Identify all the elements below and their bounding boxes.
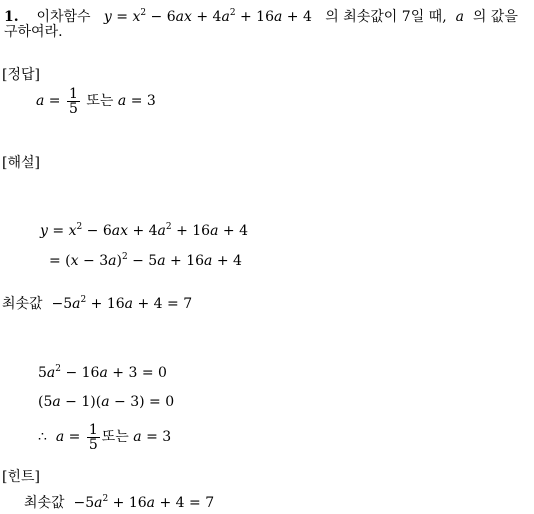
answer-or: 또는 [86,93,114,109]
hint-min-label: 최솟값 [24,495,65,511]
hint-content: 최솟값 $-5a^2 + 16a + 4 = 7$ [24,494,215,511]
hint-heading: [힌트] [2,469,40,485]
solution-math-4: (5a − 1)(a − 3) = 0 [38,394,175,410]
answer-content: a = $\frac{1}{5}$ 또는 a = 3 [36,85,156,117]
conclusion-fraction [87,423,100,452]
solution-min-label: 최솟값 [2,296,43,312]
conclusion-frac-num: 1 [88,421,98,438]
conclusion-or: 또는 [101,429,129,445]
problem-text-post: 의 최솟값이 7일 때, [325,9,447,25]
problem-text-end: 의 값을 [472,9,518,25]
solution-min-line: 최솟값 $-5a^2 + 16a + 4 = 7$ [2,295,193,312]
solution-math-1: $y = x^2 - 6ax + 4a^2 + 16a + 4$ [40,222,248,239]
solution-math-2: = $(x - 3a)^2 - 5a + 16a + 4$ [49,252,242,269]
solution-math-3: $5a^2 - 16a + 3 = 0$ [38,364,167,381]
answer-value2: 3 [146,93,156,109]
problem-line-2 [4,23,63,41]
answer-fraction [67,87,80,116]
problem-text-line2: 구하여라. [4,24,63,40]
conclusion-frac-den: 5 [88,436,98,453]
solution-heading: [해설] [2,155,40,171]
answer-heading: [정답] [2,67,40,83]
problem-var: a [455,9,464,25]
problem-number: 1. [4,9,19,25]
problem-line-1 [4,8,518,28]
answer-frac-den: 5 [69,100,78,117]
answer-frac-num: 1 [69,85,78,102]
therefore-symbol: ∴ [38,429,47,445]
problem-equation: $y = x^2 - 6ax + 4a^2 + 16a + 4$ [103,8,312,25]
problem-text-pre: 이차함수 [36,9,91,25]
solution-conclusion: ∴ a = $\frac{1}{5}$ 또는 a = 3 [38,421,172,453]
